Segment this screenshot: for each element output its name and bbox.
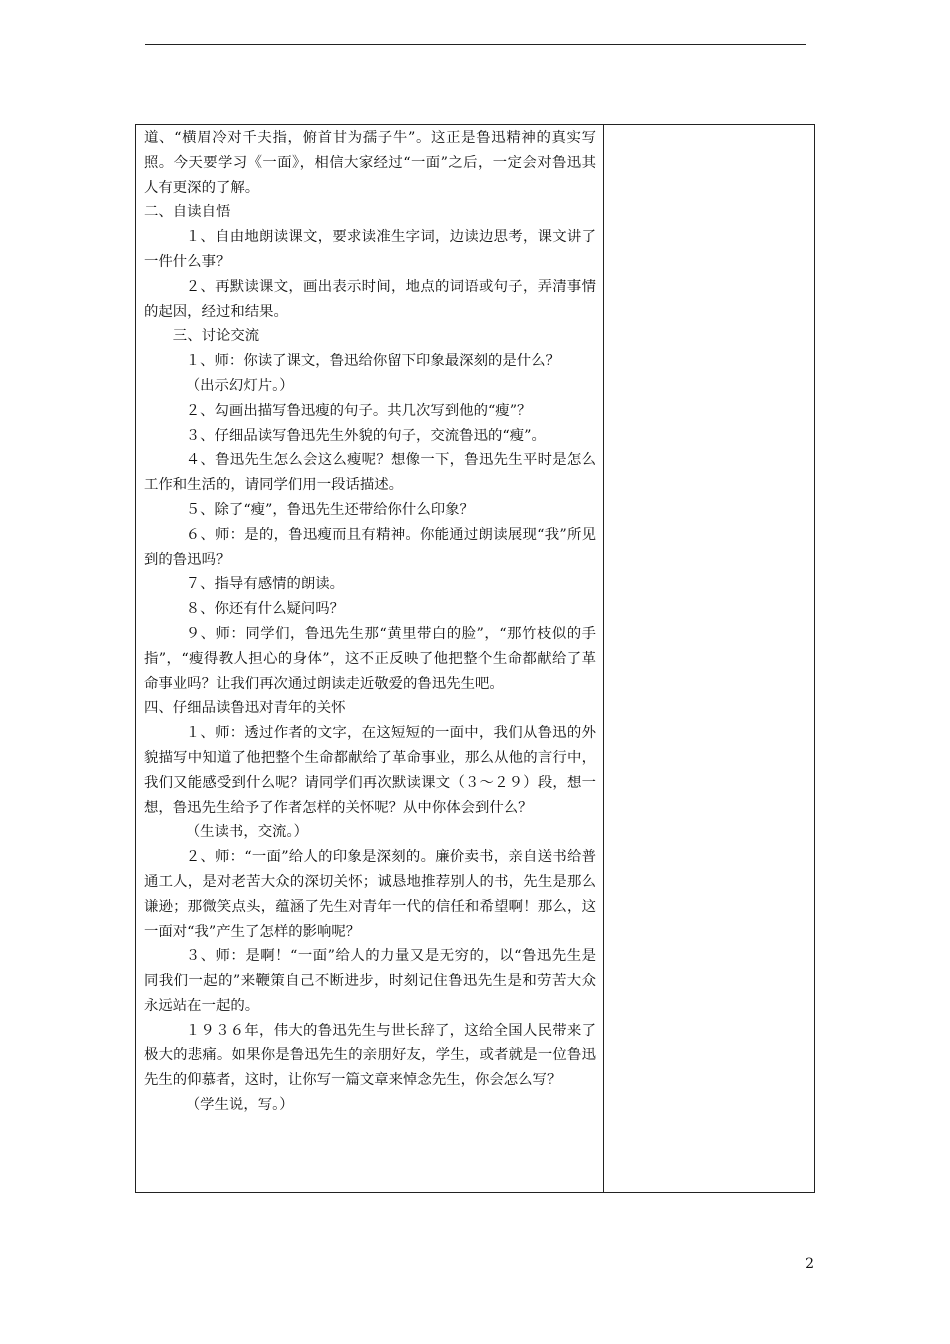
section-heading-self-reading: 二、自读自悟 [144,204,231,221]
care-step-1: １、师：透过作者的文字，在这短短的一面中，我们从鲁迅的外貌描写中知道了他把整个生命都献给了革命事业，那么从他的言行中，我们又能感受到什么呢？请同学们再次默读课文（３～２９）段，想一想，鲁迅先生给予了作者怎样的关怀呢？从中你体会到什么？ [144,725,596,816]
slide-note: （出示幻灯片。） [185,377,294,394]
discussion-step-8: ８、你还有什么疑问吗？ [185,601,345,618]
header-rule [145,44,806,45]
section-heading-care-for-youth: 四、仔细品读鲁迅对青年的关怀 [144,700,346,717]
discussion-step-3: ３、仔细品读写鲁迅先生外貌的句子，交流鲁迅的“瘦”。 [185,427,546,444]
self-reading-step-2: ２、再默读课文，画出表示时间，地点的词语或句子，弄清事情的起因，经过和结果。 [144,278,596,320]
discussion-step-7: ７、指导有感情的朗读。 [185,576,345,593]
care-step-2: ２、师：“一面”给人的印象是深刻的。廉价卖书，亲自送书给普通工人，是对老苦大众的深切关怀；诚恳地推荐别人的书，先生是那么谦逊；那微笑点头，蕴涵了先生对青年一代的信任和希望啊！那么，这一面对“我”产生了怎样的影响呢？ [144,849,596,940]
student-activity-note: （生读书，交流。） [185,824,309,841]
discussion-step-1: １、师：你读了课文，鲁迅给你留下印象最深刻的是什么？ [185,353,560,370]
self-reading-step-1: １、自由地朗读课文，要求读准生字词，边读边思考，课文讲了一件什么事？ [144,229,596,270]
discussion-step-6: ６、师：是的，鲁迅瘦而且有精神。你能通过朗读展现“我”所见到的鲁迅吗？ [144,526,596,568]
discussion-step-4: ４、鲁迅先生怎么会这么瘦呢？想像一下，鲁迅先生平时是怎么工作和生活的，请同学们用一段话描述。 [144,452,596,494]
table-column-divider [603,124,604,1193]
writing-activity-note: （学生说，写。） [185,1097,294,1114]
discussion-step-9: ９、师：同学们，鲁迅先生那“黄里带白的脸”，“那竹枝似的手指”，“瘦得教人担心的身体”，这不正反映了他把整个生命都献给了革命事业吗？让我们再次通过朗读走近敬爱的鲁迅先生吧。 [144,625,596,692]
writing-prompt: １９３６年，伟大的鲁迅先生与世长辞了，这给全国人民带来了极大的悲痛。如果你是鲁迅先生的亲朋好友，学生，或者就是一位鲁迅先生的仰慕者，这时，让你写一篇文章来悼念先生，你会怎么写？ [144,1022,596,1089]
page-number: 2 [805,1256,814,1272]
lesson-content-cell [144,126,596,1118]
discussion-step-5: ５、除了“瘦”，鲁迅先生还带给你什么印象？ [185,501,474,518]
intro-paragraph: 道、“横眉冷对千夫指，俯首甘为孺子牛”。这正是鲁迅精神的真实写照。今天要学习《一面》，相信大家经过“一面”之后，一定会对鲁迅其人有更深的了解。 [144,130,596,196]
care-step-3: ３、师：是啊！“一面”给人的力量又是无穷的，以“鲁迅先生是同我们一起的”来鞭策自己不断进步，时刻记住鲁迅先生是和劳苦大众永远站在一起的。 [144,948,596,1014]
section-heading-discussion: 三、讨论交流 [172,328,260,345]
discussion-step-2: ２、勾画出描写鲁迅瘦的句子。共几次写到他的“瘦”？ [185,402,532,419]
